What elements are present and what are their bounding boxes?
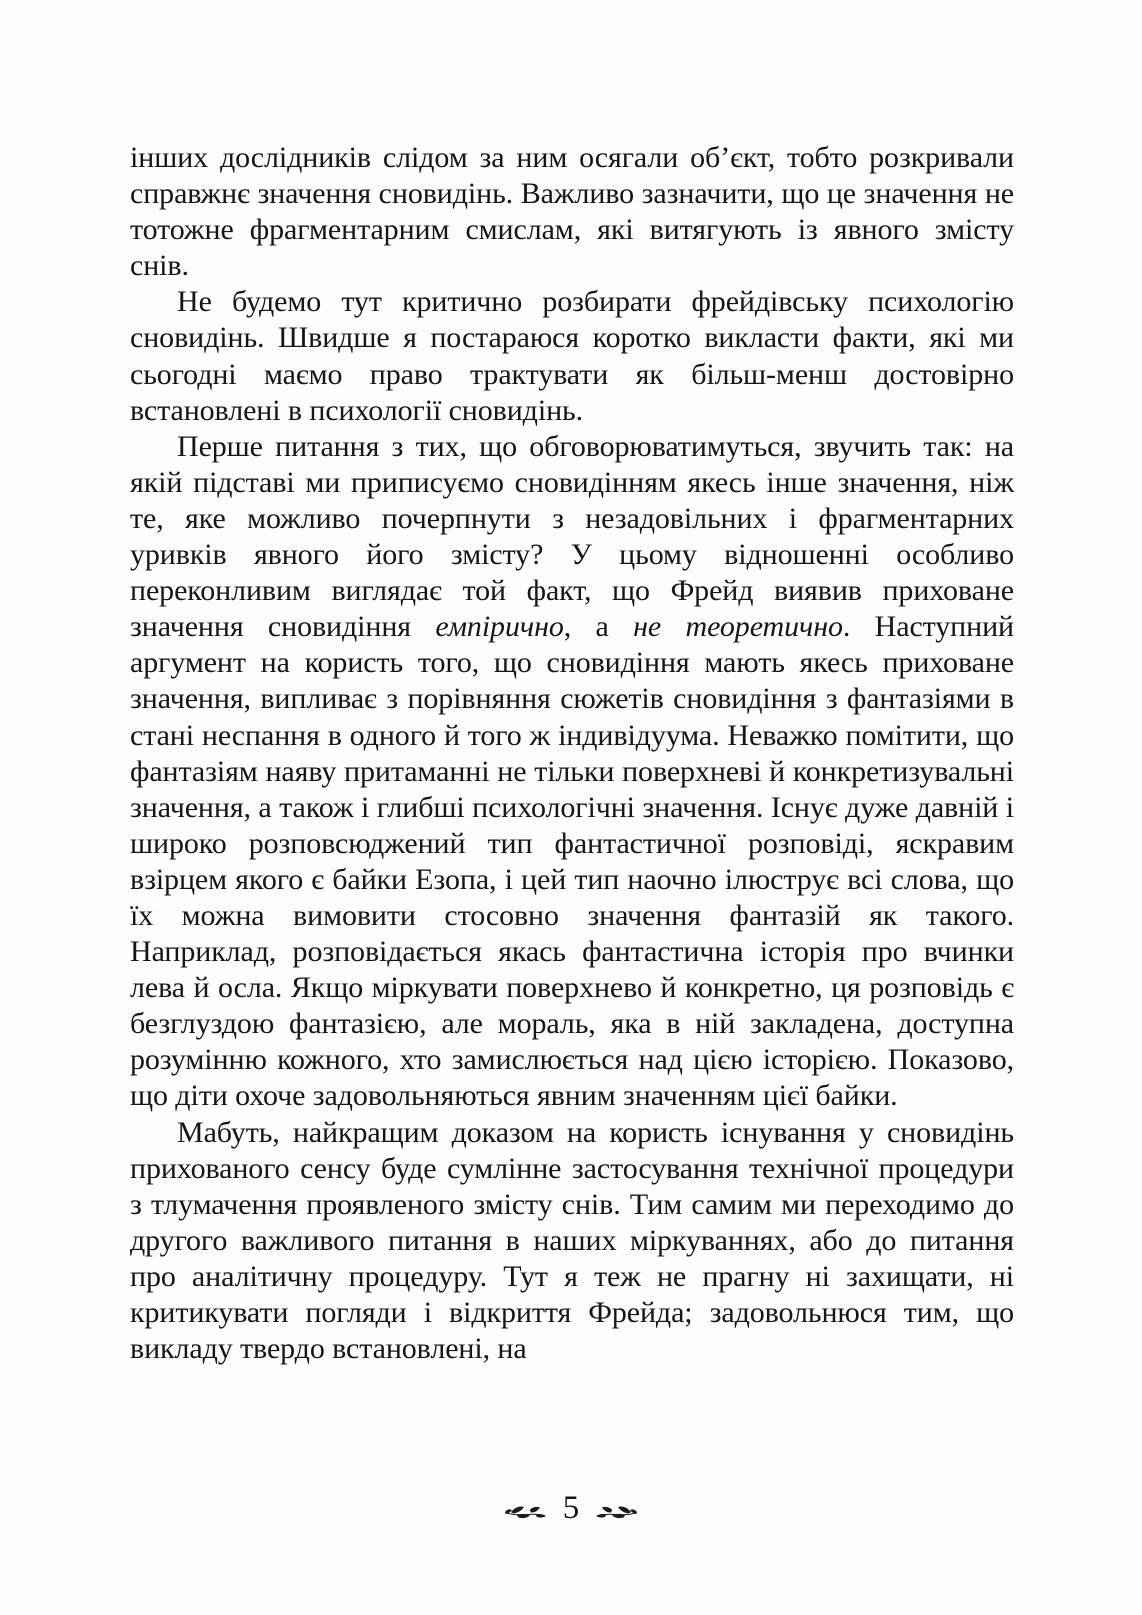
- floral-flourish-left-icon: [504, 1502, 548, 1522]
- emphasized-text: емпірично: [435, 610, 564, 644]
- body-text: Мабуть, найкращим доказом на користь існування у сновидінь прихованого сенсу буде сумлінне застосування технічної процедури з тлумачення проявленого змісту снів. Тим самим ми переходимо до другого важливого питання в наших міркуваннях, або до питання про аналітичну процедуру. Тут я теж не прагну ні захищати, ні критикувати погляди і відкриття Фрейда; задовольнюся тим, що викладу твердо встановлені, на: [130, 1115, 1014, 1366]
- paragraph: [130, 140, 1014, 284]
- body-text: інших дослідників слідом за ним осягали об’єкт, тобто розкривали справжнє значення сновидінь. Важливо зазначити, що це значення не тотожне фрагментарним смислам, які витягують із явного змісту снів.: [130, 141, 1014, 283]
- text-block: [130, 140, 1014, 1367]
- body-text: , а: [563, 610, 634, 644]
- paragraph: [130, 429, 1014, 1115]
- floral-flourish-right-icon: [594, 1502, 638, 1522]
- body-text: Перше питання з тих, що обговорюватимуться, звучить так: на якій підставі ми приписуємо сновидінням якесь інше значення, ніж те, яке можливо почерпнути з незадовільних і фрагментарних уривків явного його змісту? У цьому відношенні особливо переконливим виглядає той факт, що Фрейд виявив приховане значення сновидіння: [130, 429, 1014, 644]
- paragraph: [130, 284, 1014, 428]
- body-text: . Наступний аргумент на користь того, що сновидіння мають якесь приховане значення, випливає з порівняння сюжетів сновидіння з фантазіями в стані неспання в одного й того ж індивідуума. Неважко помітити, що фантазіям наяву притаманні не тільки поверхневі й конкретизувальні значення, а також і глибші психологічні значення. Існує дуже давній і широко розповсюджений тип фантастичної розповіді, яскравим взірцем якого є байки Езопа, і цей тип наочно ілюструє всі слова, що їх можна вимовити стосовно значення фантазій як такого. Наприклад, розповідається якась фантастична історія про вчинки лева й осла. Якщо міркувати поверхнево й конкретно, ця розповідь є безглуздою фантазією, але мораль, яка в ній закладена, доступна розумінню кожного, хто замислюється над цією історією. Показово, що діти охоче задовольняються явним значенням цієї байки.: [130, 610, 1015, 1113]
- page-footer: [0, 1488, 1142, 1528]
- paragraph: [130, 1115, 1014, 1368]
- emphasized-text: не теоретично: [633, 610, 843, 644]
- body-text: Не будемо тут критично розбирати фрейдівську психологію сновидінь. Швидше я постараюся коротко викласти факти, які ми сьогодні маємо право трактувати як більш-менш достовірно встановлені в психології сновидінь.: [130, 285, 1014, 427]
- page-number: 5: [562, 1489, 580, 1526]
